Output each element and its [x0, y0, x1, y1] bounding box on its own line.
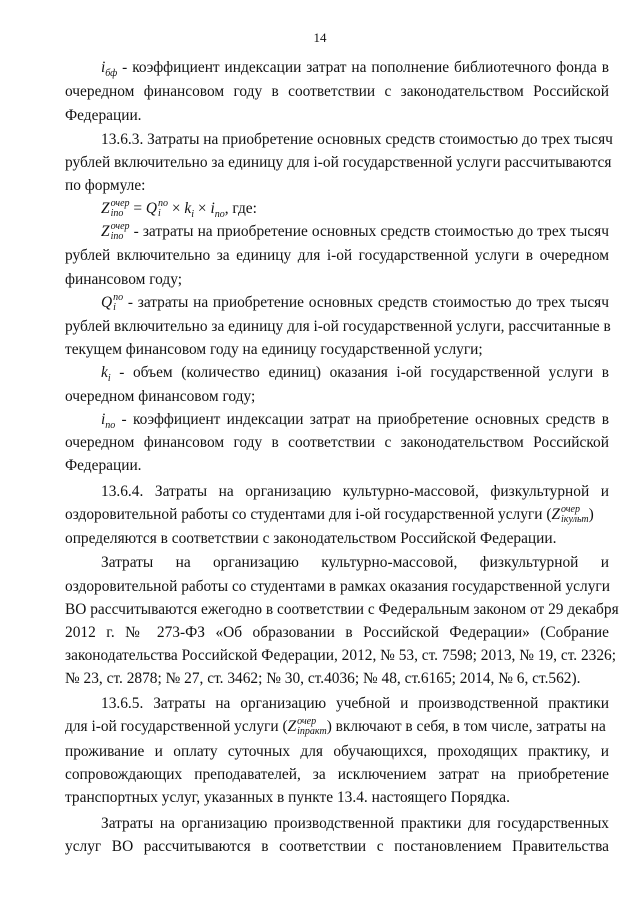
math-superscript: очер	[561, 504, 580, 516]
text-line: проживание и оплату суточных для обучающихся, проходящих практику, и	[65, 743, 609, 760]
math-symbol: Z	[287, 718, 297, 735]
text-line: текущем финансовом году на единицу государственной услуги;	[65, 341, 483, 358]
text-line: очередном финансовом году в соответствии с законодательством Российской	[65, 434, 609, 451]
text-run: - затраты на приобретение основных средств стоимостью до трех тысяч	[123, 294, 609, 311]
text-line: транспортных услуг, указанных в пункте 13.4. настоящего Порядка.	[65, 789, 510, 806]
formula	[101, 199, 257, 221]
text-run: - коэффициент индексации затрат на пополнение библиотечного фонда в	[117, 59, 609, 76]
math-operator: ×	[168, 200, 185, 217]
text-line: 13.6.4. Затраты на организацию культурно-массовой, физкультурной и	[101, 483, 609, 500]
text-line	[65, 505, 609, 525]
text-line: услуг ВО рассчитываются в соответствии с постановлением Правительства	[65, 838, 609, 855]
text-line: по формуле:	[65, 177, 146, 194]
math-superscript: по	[113, 292, 124, 304]
text-line: сопровождающих преподавателей, за исключением затрат на приобретение	[65, 766, 609, 783]
math-subscript: iпо	[110, 231, 124, 243]
math-symbol: Q	[145, 200, 158, 217]
text-line: оздоровительной работы со студентами в рамках оказания государственной услуги	[65, 578, 610, 595]
page-number: 14	[313, 30, 327, 45]
text-line	[101, 222, 609, 242]
text-line: Затраты на организацию культурно-массовой, физкультурной и	[101, 554, 609, 571]
text-run: )	[588, 506, 594, 523]
math-superscript-subscript	[158, 199, 168, 219]
math-subscript: по	[105, 420, 116, 431]
text-line: № 23, ст. 2878; № 27, ст. 3462; № 30, ст.4036; № 48, ст.6165; 2014, № 6, ст.562).	[65, 670, 581, 687]
math-symbol: Z	[101, 200, 110, 217]
math-symbol: k	[101, 364, 108, 381]
math-subscript: i	[158, 208, 161, 220]
math-subscript: iкульт	[561, 514, 589, 526]
text-line: законодательства Российской Федерации, 2012, № 53, ст. 7598; 2013, № 19, ст. 2326;	[65, 647, 617, 664]
text-run: оздоровительной работы со студентами для i-ой государственной услуги (	[65, 506, 552, 523]
math-symbol: i	[101, 411, 106, 428]
text-run: ) включают в себя, в том числе, затраты на	[326, 718, 606, 735]
math-superscript-subscript	[561, 505, 589, 525]
math-symbol: Q	[101, 294, 113, 311]
math-symbol: i	[101, 59, 106, 76]
text-line: ВО рассчитываются ежегодно в соответствии с Федеральным законом от 29 декабря	[65, 601, 619, 618]
math-subscript: по	[214, 209, 225, 220]
math-superscript: очер	[297, 716, 317, 728]
text-line	[101, 293, 609, 313]
math-subscript: iпо	[110, 208, 124, 220]
text-line: очередном финансовом году в соответствии с законодательством Российской	[65, 83, 609, 100]
text-line: Федерации.	[65, 107, 142, 124]
text-line: рублей включительно за единицу для i-ой государственной услуги в очередном	[65, 247, 609, 264]
text-line: 2012 г. № 273-ФЗ «Об образовании в Российской Федерации» (Собрание	[65, 624, 609, 641]
math-superscript-subscript	[297, 717, 327, 737]
text-line: Затраты на организацию производственной практики для государственных	[101, 815, 609, 832]
text-line: финансовом году;	[65, 271, 182, 288]
text-run: , где:	[224, 200, 257, 217]
math-symbol: Z	[551, 506, 561, 523]
text-line: очередном финансовом году;	[65, 388, 256, 405]
math-superscript-subscript	[111, 222, 130, 242]
text-line: определяются в соответствии с законодательством Российской Федерации.	[65, 530, 557, 547]
text-line: рублей включительно за единицу для i-ой государственной услуги рассчитываются	[65, 154, 612, 171]
math-superscript-subscript	[113, 293, 123, 313]
text-line: рублей включительно за единицу для i-ой государственной услуги, рассчитанные в	[65, 318, 611, 335]
math-subscript: i	[191, 209, 195, 220]
math-symbol: k	[184, 200, 192, 217]
text-run: - объем (количество единиц) оказания i-ой государственной услуги в	[110, 364, 609, 381]
text-run: для i-ой государственной услуги (	[65, 718, 288, 735]
text-line	[101, 58, 609, 80]
text-line	[101, 410, 609, 432]
math-superscript-subscript	[111, 199, 130, 219]
math-operator: =	[129, 200, 146, 217]
text-line: 13.6.5. Затраты на организацию учебной и производственной практики	[101, 695, 609, 712]
math-operator: ×	[194, 200, 211, 217]
math-symbol: Z	[101, 223, 110, 240]
text-run: - коэффициент индексации затрат на приобретение основных средств в	[115, 411, 609, 428]
math-symbol: i	[210, 200, 215, 217]
math-subscript: iпракт	[297, 726, 327, 738]
text-line: Федерации.	[65, 457, 142, 474]
text-line	[101, 363, 609, 385]
text-run: - затраты на приобретение основных средств стоимостью до трех тысяч	[129, 223, 609, 240]
math-superscript: очер	[110, 198, 130, 210]
math-subscript: i	[113, 302, 116, 314]
text-line: 13.6.3. Затраты на приобретение основных средств стоимостью до трех тысяч	[101, 131, 613, 148]
text-line	[65, 717, 609, 737]
math-subscript: i	[107, 373, 111, 384]
math-superscript: очер	[110, 221, 130, 233]
math-superscript: по	[158, 198, 169, 210]
math-subscript: бф	[105, 68, 118, 79]
